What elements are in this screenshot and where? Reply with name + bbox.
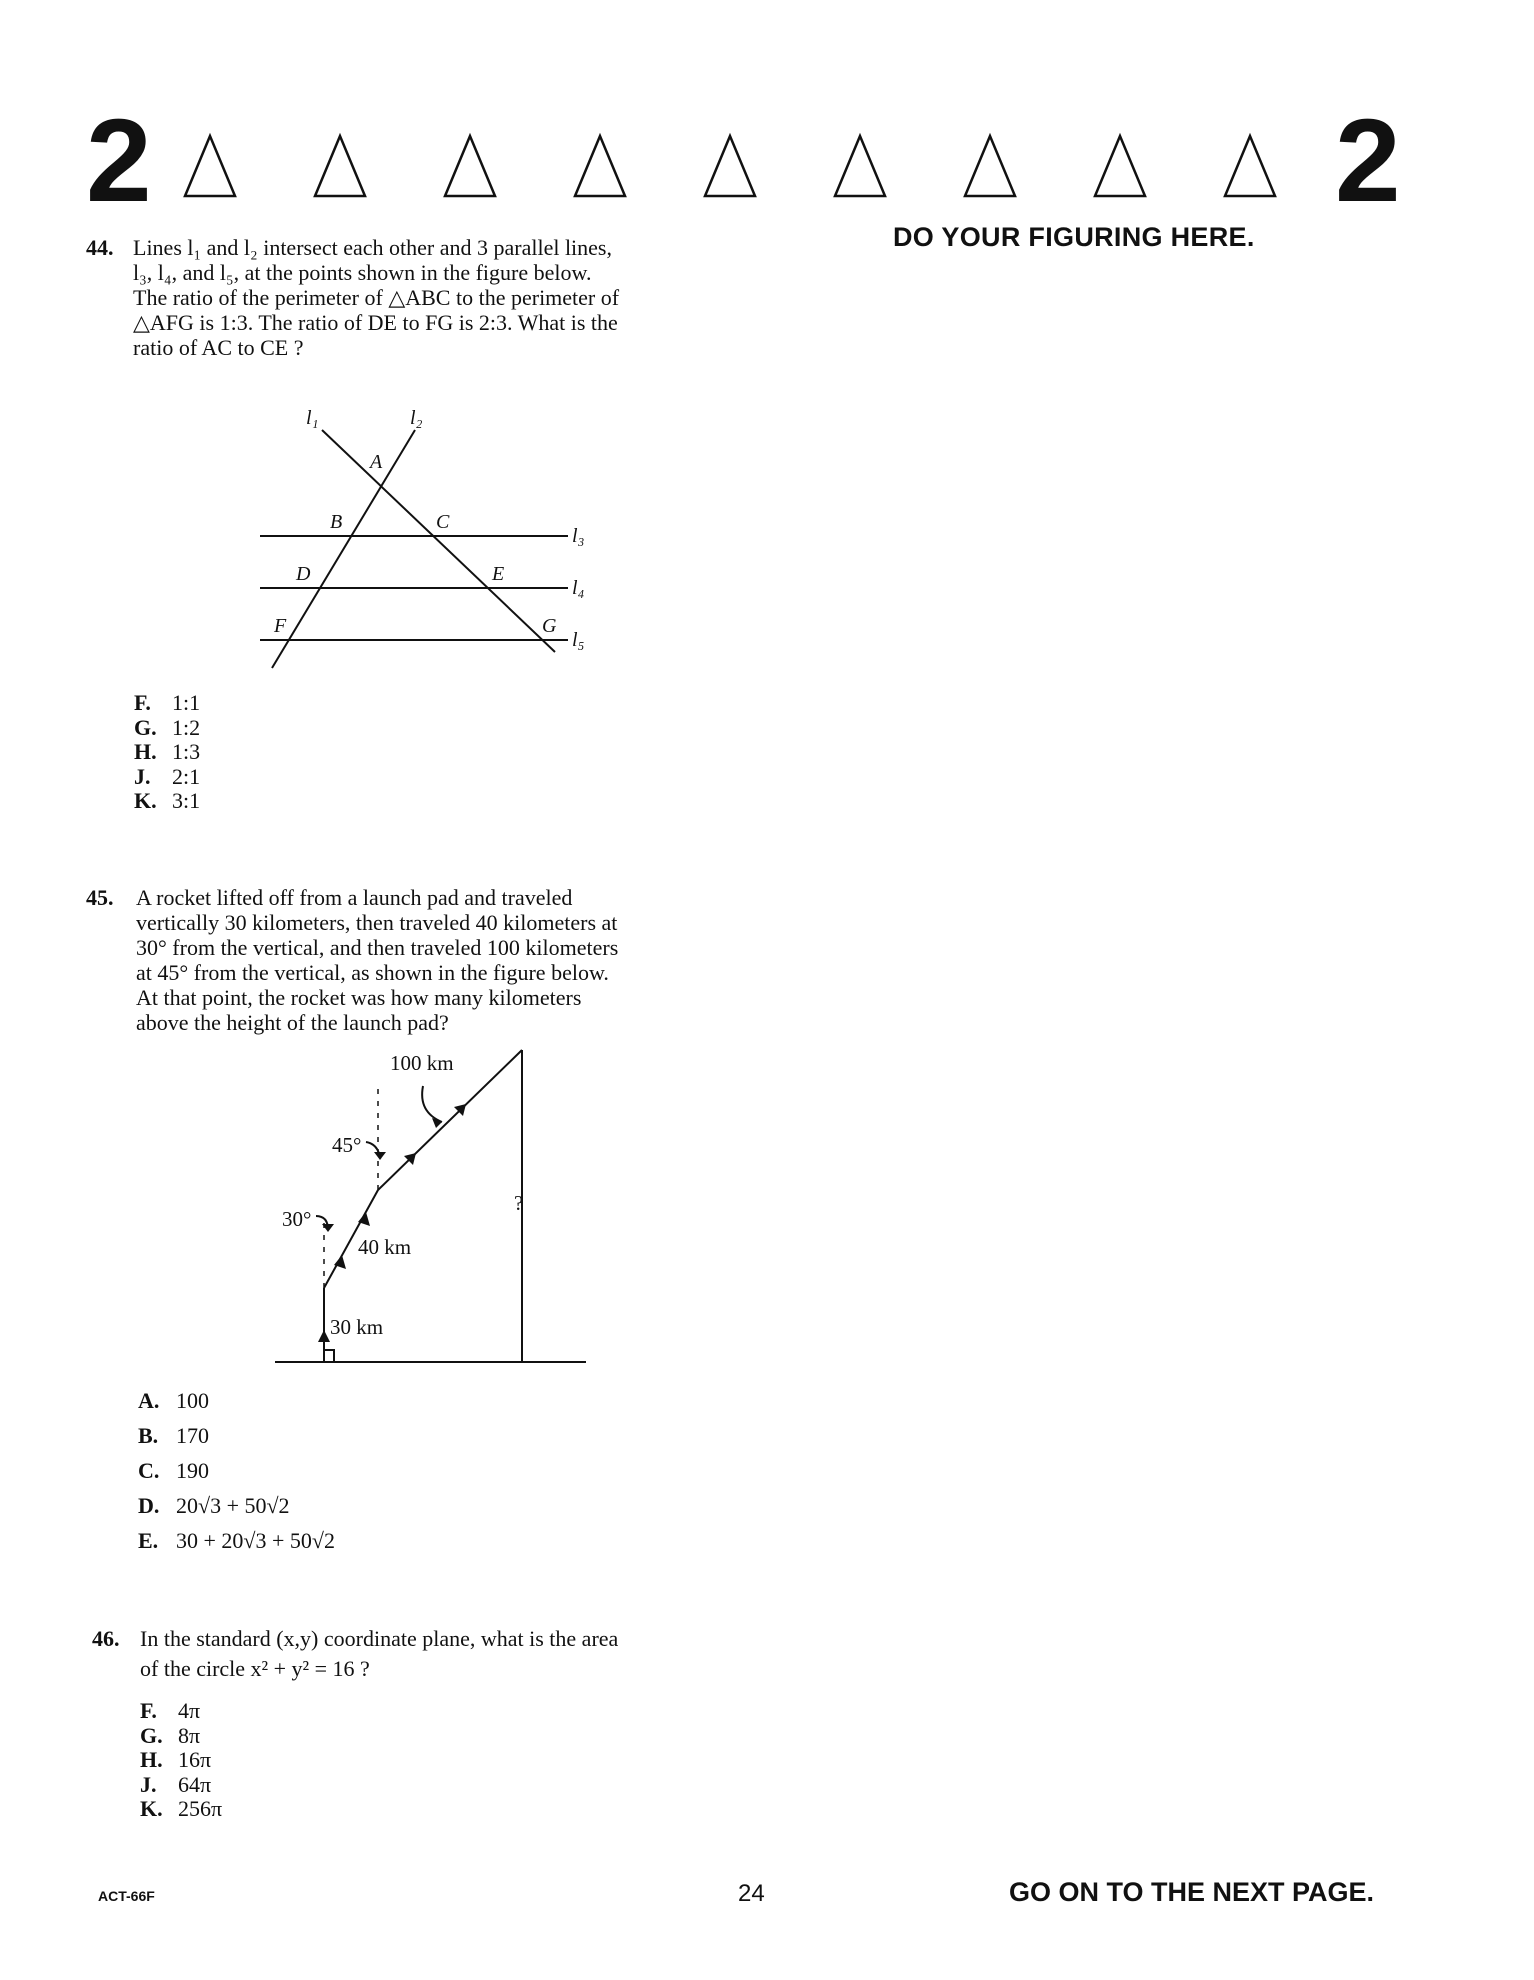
choice-text: 20√3 + 50√2	[176, 1493, 290, 1518]
choice-G[interactable]	[134, 715, 200, 740]
triangle-icon	[965, 136, 1015, 196]
triangle-icon	[1225, 136, 1275, 196]
question-number: 46.	[92, 1626, 120, 1651]
label-100km: 100 km	[390, 1051, 454, 1075]
choice-letter: C.	[138, 1458, 160, 1483]
choice-text: 8π	[178, 1722, 201, 1748]
triangle-icon	[705, 136, 755, 196]
choice-letter: G.	[134, 714, 157, 740]
text-line: ratio of AC to CE ?	[133, 335, 304, 360]
label-F: F	[274, 615, 287, 637]
label-l1: l₁	[306, 407, 319, 429]
label-30km: 30 km	[330, 1315, 384, 1339]
triangle-icon	[575, 136, 625, 196]
text-line: 30° from the vertical, and then traveled 100 kilometers	[136, 935, 619, 960]
choice-K[interactable]	[134, 788, 200, 813]
choice-text: 64π	[178, 1771, 212, 1797]
choice-letter: E.	[138, 1528, 159, 1553]
choice-F[interactable]	[140, 1698, 222, 1723]
choice-text: 100	[176, 1388, 209, 1413]
label-l3: l₃	[572, 525, 585, 547]
triangle-icons	[185, 136, 1275, 196]
choice-text: 1:3	[172, 739, 201, 764]
text-line: At that point, the rocket was how many kilometers	[136, 985, 582, 1010]
figuring-label: DO YOUR FIGURING HERE.	[893, 222, 1255, 252]
go-on-instruction: GO ON TO THE NEXT PAGE.	[1009, 1877, 1375, 1907]
triangle-icon	[835, 136, 885, 196]
choice-B[interactable]	[138, 1423, 335, 1458]
choice-letter: K.	[140, 1796, 163, 1821]
label-G: G	[542, 615, 557, 637]
label-30deg: 30°	[282, 1207, 312, 1231]
question-number: 44.	[86, 235, 114, 260]
choice-letter: B.	[138, 1423, 159, 1448]
choice-F[interactable]	[134, 690, 200, 715]
choice-D[interactable]	[138, 1493, 335, 1528]
section-number-right: 2	[1335, 95, 1401, 227]
triangle-icon	[1095, 136, 1145, 196]
choice-letter: H.	[140, 1747, 163, 1772]
choice-text: 190	[176, 1458, 209, 1483]
choice-H[interactable]	[140, 1747, 222, 1772]
question-text	[136, 885, 736, 1035]
question-44	[86, 235, 726, 385]
choice-K[interactable]	[140, 1796, 222, 1821]
text-line: The ratio of the perimeter of △ABC to the perimeter of	[133, 285, 620, 310]
label-C: C	[436, 511, 450, 533]
choice-C[interactable]	[138, 1458, 335, 1493]
choice-E[interactable]	[138, 1528, 335, 1563]
label-E: E	[492, 563, 505, 585]
label-l2: l₂	[410, 407, 423, 429]
choice-text: 256π	[178, 1796, 223, 1821]
text-line: of the circle x² + y² = 16 ?	[140, 1656, 370, 1681]
text-line: Lines l₁ and l₂ intersect each other and 3 parallel lines,	[133, 235, 612, 260]
choice-letter: J.	[140, 1771, 157, 1797]
choice-text: 2:1	[172, 763, 201, 789]
rocket-path-figure	[270, 1040, 600, 1380]
label-A: A	[370, 451, 383, 473]
choice-text: 30 + 20√3 + 50√2	[176, 1528, 335, 1553]
choice-J[interactable]	[134, 764, 200, 789]
text-line: l₃, l₄, and l₅, at the points shown in the figure below.	[133, 260, 592, 285]
question-number: 45.	[86, 885, 114, 910]
choice-text: 170	[176, 1423, 209, 1448]
label-B: B	[330, 511, 343, 533]
question-46	[92, 1626, 752, 1686]
text-line: at 45° from the vertical, as shown in the figure below.	[136, 960, 609, 985]
choice-text: 16π	[178, 1747, 212, 1772]
triangle-icon	[445, 136, 495, 196]
triangle-row	[180, 128, 1330, 208]
form-code: ACT-66F	[98, 1888, 155, 1904]
label-l5: l₅	[572, 629, 585, 651]
choice-J[interactable]	[140, 1772, 222, 1797]
choice-letter: F.	[134, 690, 151, 715]
choice-letter: J.	[134, 763, 151, 789]
choice-H[interactable]	[134, 739, 200, 764]
parallel-lines-figure	[250, 400, 610, 680]
text-line: above the height of the launch pad?	[136, 1010, 449, 1035]
label-unknown: ?	[514, 1191, 524, 1215]
line-l2	[272, 430, 415, 668]
choice-letter: A.	[138, 1388, 160, 1413]
page-number: 24	[738, 1880, 765, 1907]
question-45	[86, 885, 726, 1045]
triangle-icon	[185, 136, 235, 196]
text-line: vertically 30 kilometers, then traveled 40 kilometers at	[136, 910, 618, 935]
text-line: In the standard (x,y) coordinate plane, what is the area	[140, 1626, 619, 1651]
choices-45	[138, 1388, 335, 1563]
question-text	[133, 235, 733, 360]
choice-text: 3:1	[172, 788, 201, 813]
choice-G[interactable]	[140, 1723, 222, 1748]
choices-44	[134, 690, 200, 813]
choice-text: 1:2	[172, 714, 201, 740]
pointer-100km	[422, 1086, 442, 1122]
label-l4: l₄	[572, 577, 585, 599]
choice-letter: K.	[134, 788, 157, 813]
right-angle-mark	[324, 1350, 334, 1362]
choice-text: 1:1	[172, 690, 201, 715]
choice-letter: F.	[140, 1698, 157, 1723]
label-40km: 40 km	[358, 1235, 412, 1259]
choice-text: 4π	[178, 1698, 201, 1723]
choice-letter: D.	[138, 1493, 160, 1518]
triangle-icon	[315, 136, 365, 196]
arrow-icon	[318, 1330, 330, 1342]
label-D: D	[296, 563, 311, 585]
choices-46	[140, 1698, 222, 1821]
arrow-icon	[374, 1152, 386, 1160]
question-text	[140, 1626, 760, 1681]
line-l1	[322, 430, 555, 652]
section-number-left: 2	[86, 95, 152, 227]
choice-letter: H.	[134, 739, 157, 764]
label-45deg: 45°	[332, 1133, 362, 1157]
text-line: △AFG is 1:3. The ratio of DE to FG is 2:3. What is the	[133, 310, 618, 335]
choice-letter: G.	[140, 1722, 163, 1748]
choice-A[interactable]	[138, 1388, 335, 1423]
text-line: A rocket lifted off from a launch pad and traveled	[136, 885, 573, 910]
